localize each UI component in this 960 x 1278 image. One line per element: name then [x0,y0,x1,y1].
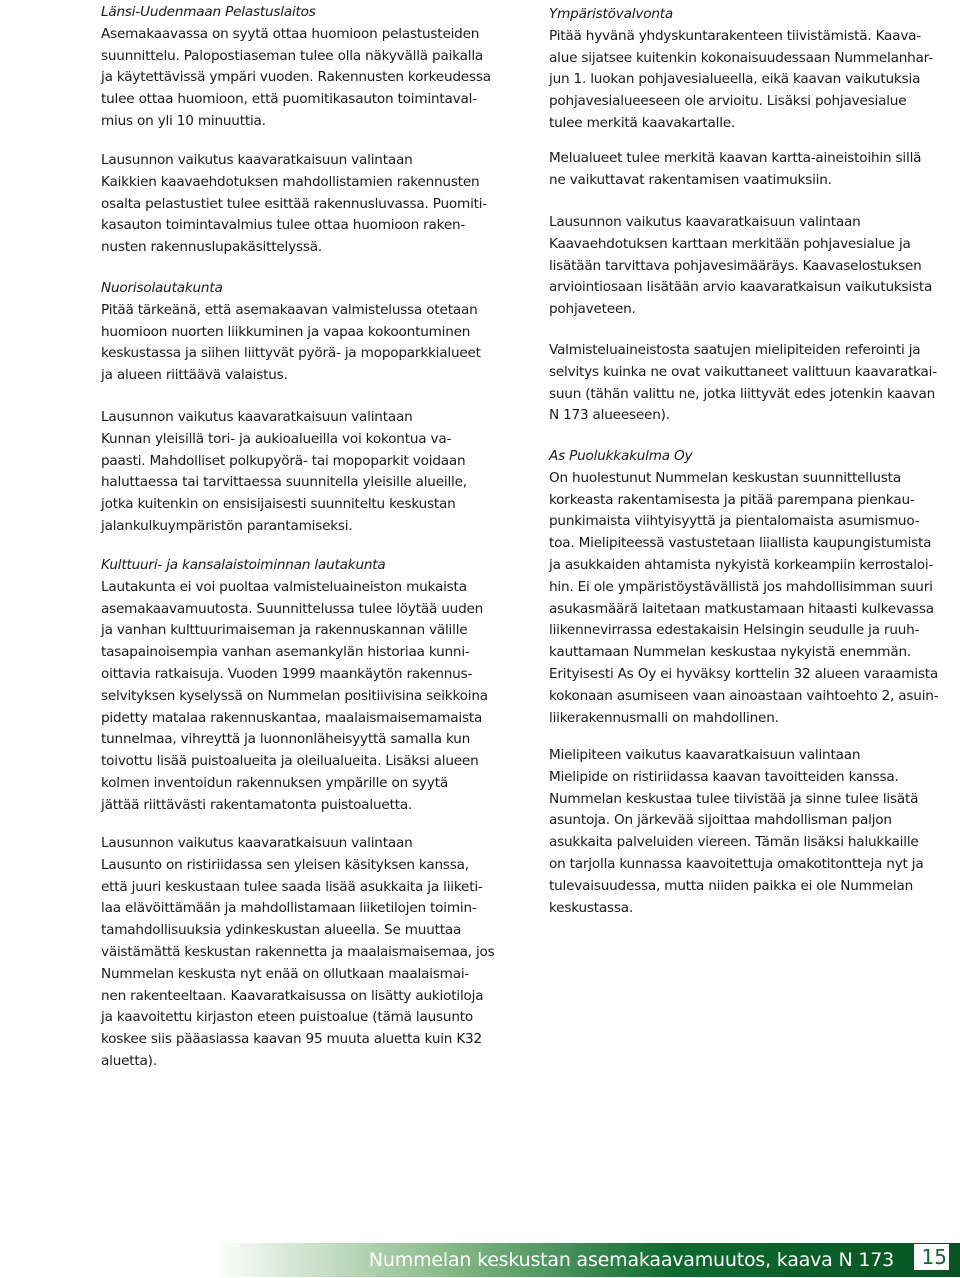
body-line: asukasmäärä laitetaan matkustamaan hitaasti kulkevassa [549,600,934,617]
section-heading: Nuorisolautakunta [101,280,223,296]
body-line: pidetty matalaa rakennuskantaa, maalaismaisemamaista [101,709,483,726]
body-line: alue sijatsee kuitenkin kokonaisuudessaan Nummelanhar- [549,49,933,66]
body-line: liikerakennusmalli on mahdollinen. [549,709,779,726]
body-line: Asemakaavassa on syytä ottaa huomioon pelastusteiden [101,25,480,42]
body-line: mius on yli 10 minuuttia. [101,112,266,129]
body-line: jotka kuitenkin on ensisijaisesti suunniteltu keskustan [101,496,456,513]
body-line: keskustassa. [549,899,634,916]
body-line: tulee merkitä kaavakartalle. [549,114,736,131]
body-line: ne vaikuttavat rakentamisen vaatimuksiin. [549,171,832,188]
body-line: tasapainoisempia vanhan asemankylän historiaa kunni- [101,644,470,661]
body-line: tulevaisuudessa, mutta niiden paikka ei ole Nummelan [549,877,914,894]
text-section [549,148,960,192]
body-line: tunnelmaa, vihreyttä ja luonnonläheisyyttä samalla kun [101,731,471,748]
body-line: suun (tähän valittu ne, jotka liittyvät edes jotenkin kaavan [549,385,936,402]
body-line: jun 1. luokan pohjavesialueella, eikä kaavan vaikutuksia [549,71,921,88]
text-section [549,212,960,321]
body-line: Kunnan yleisillä tori- ja aukioalueilla voi kokontua va- [101,430,452,447]
body-line: Erityisesti As Oy ei hyväksy korttelin 32 alueen varaamista [549,665,939,682]
body-line: laa elävöittämään ja mahdollistamaan liiketilojen toimin- [101,900,477,917]
body-line: huomioon nuorten liikkuminen ja vapaa kokoontuminen [101,323,471,340]
body-line: selvitys kuinka ne ovat vaikuttaneet valittuun kaavaratkai- [549,363,937,380]
footer-title: Nummelan keskustan asemakaavamuutos, kaava N 173 [368,1249,894,1271]
body-line: aluetta). [101,1052,157,1069]
body-line: On huolestunut Nummelan keskustan suunnittellusta [549,469,901,486]
body-line: jättää riittävästi rakentamatonta puistoaluetta. [101,796,413,813]
body-line: ja alueen riittäävä valaistus. [101,367,288,384]
body-line: pohjavesialueeseen ole arvioitu. Lisäksi pohjavesialue [549,93,907,110]
body-line: tulee ottaa huomioon, että puomitikasauton toimintaval- [101,91,477,108]
body-line: tamahdollisuuksia ydinkeskustan alueella. Se muuttaa [101,922,462,939]
body-line: Melualueet tulee merkitä kaavan kartta-aineistoihin sillä [549,150,922,166]
body-line: ja vanhan kulttuurimaiseman ja rakennuskannan välille [101,622,468,639]
body-line: että juuri keskustaan tulee saada lisää asukkaita ja liiketi- [101,878,483,895]
body-line: asuntoja. On järkevää sijoittaa mahdollisman paljon [549,812,892,829]
body-line: väistämättä keskustan rakennetta ja maalaismaisemaa, jos [101,943,495,960]
body-line: asemakaavamuutosta. Suunnittelussa tulee löytää uuden [101,600,484,617]
text-section [101,150,513,259]
section-heading: Länsi-Uudenmaan Pelastuslaitos [101,4,316,20]
body-line: kolmen inventoidun rakennuksen ympärille on syytä [101,774,448,791]
section-heading: Kulttuuri- ja kansalaistoiminnan lautakunta [101,557,386,573]
body-line: toivottu lisää puistoalueita ja oleilualueita. Lisäksi alueen [101,753,479,770]
body-line: ja kaavoitettu kirjaston eteen puistoalue (tämä lausunto [101,1009,474,1026]
text-section [549,446,960,729]
body-line: N 173 alueeseen). [549,407,670,424]
text-section [101,2,513,133]
body-line: Nummelan keskustaa tulee tiivistää ja sinne tulee lisätä [549,790,919,807]
body-line: toa. Mielipiteessä vastustetaan liiallista kaupungistumista [549,535,932,552]
body-line: koskee siis pääasiassa kaavan 95 muuta aluetta kuin K32 [101,1031,482,1048]
body-line: suunnittelu. Palopostiaseman tulee olla näkyvällä paikalla [101,47,484,64]
section-heading: Lausunnon vaikutus kaavaratkaisuun valintaan [549,214,861,230]
body-line: hin. Ei ole ympäristöystävällistä jos mahdollisimman suuri [549,578,933,595]
text-section [101,555,513,817]
body-line: liikennevirrassa edestakaisin Helsingin seudulle ja ruuh- [549,622,920,639]
body-line: Lausunto on ristiriidassa sen yleisen käsityksen kanssa, [101,856,469,873]
body-line: Pitää tärkeänä, että asemakaavan valmistelussa otetaan [101,301,478,318]
body-line: Nummelan keskusta nyt enää on ollutkaan maalaismai- [101,965,470,982]
body-line: punkimaista viihtyisyyttä ja pientalomaista asumismuo- [549,513,920,530]
body-line: paasti. Mahdolliset polkupyörä- tai mopoparkit voidaan [101,452,466,469]
section-heading: Ympäristövalvonta [549,6,673,22]
body-line: arviointiosaan lisätään arvio kaavaratkaisun vaikutuksista [549,279,933,296]
body-line: nusten rakennuslupakäsittelyssä. [101,239,322,256]
body-line: ja asukkaiden ahtamista nykyistä korkeampiin kerrostaloi- [549,556,934,573]
body-line: kasauton toimintavalmius tulee ottaa huomioon raken- [101,217,466,234]
body-line: korkeasta rakentamisesta ja pitää parempana pienkau- [549,491,915,508]
body-line: Pitää hyvänä yhdyskuntarakenteen tiivistämistä. Kaava- [549,27,921,44]
page-number: 15 [914,1244,949,1270]
body-line: Kaavaehdotuksen karttaan merkitään pohjavesialue ja [549,235,911,252]
body-line: oittavia ratkaisuja. Vuoden 1999 maankäytön rakennus- [101,665,473,682]
body-line: pohjaveteen. [549,301,636,318]
text-section [101,833,513,1073]
text-section [549,340,960,427]
body-line: nen rakenteeltaan. Kaavaratkaisussa on lisätty aukiotiloja [101,987,484,1004]
body-line: lisätään tarvittava pohjavesimääräys. Kaavaselostuksen [549,257,922,274]
text-section [101,278,513,387]
section-heading: Mielipiteen vaikutus kaavaratkaisuun valintaan [549,747,861,763]
body-line: Mielipide on ristiriidassa kaavan tavoitteiden kanssa. [549,768,899,785]
section-heading: Lausunnon vaikutus kaavaratkaisuun valintaan [101,409,413,425]
body-line: kauttamaan Nummelan keskustaa nykyistä enemmän. [549,644,912,661]
body-line: on tarjolla kunnassa kaavoitettuja omakotitontteja nyt ja [549,855,924,872]
section-heading: Lausunnon vaikutus kaavaratkaisuun valintaan [101,152,413,168]
section-heading: Lausunnon vaikutus kaavaratkaisuun valintaan [101,835,413,851]
body-line: Valmisteluaineistosta saatujen mielipiteiden referointi ja [549,342,921,358]
text-section [101,407,513,538]
body-line: jalankulkuympäristön parantamiseksi. [101,517,353,534]
body-line: selvityksen kyselyssä on Nummelan positiivisina seikkoina [101,687,488,704]
body-line: haluttaessa tai tarvittaessa suunnitella yleisille alueille, [101,474,467,491]
section-heading: As Puolukkakulma Oy [549,448,693,464]
body-line: osalta pelastustiet tulee esittää rakennusluvassa. Puomiti- [101,195,488,212]
body-line: kokonaan asumiseen vaan ainoastaan vaihtoehto 2, asuin- [549,687,939,704]
body-line: Lautakunta ei voi puoltaa valmisteluaineiston mukaista [101,578,467,595]
body-line: keskustassa ja siihen liittyvät pyörä- ja mopoparkkialueet [101,345,481,362]
body-line: Kaikkien kaavaehdotuksen mahdollistamien rakennusten [101,173,480,190]
text-section [549,4,960,135]
text-section [549,745,960,919]
body-line: ja käytettävissä ympäri vuoden. Rakennusten korkeudessa [101,69,491,86]
body-line: asukkaita palveluiden viereen. Tämän lisäksi halukkaille [549,834,919,851]
